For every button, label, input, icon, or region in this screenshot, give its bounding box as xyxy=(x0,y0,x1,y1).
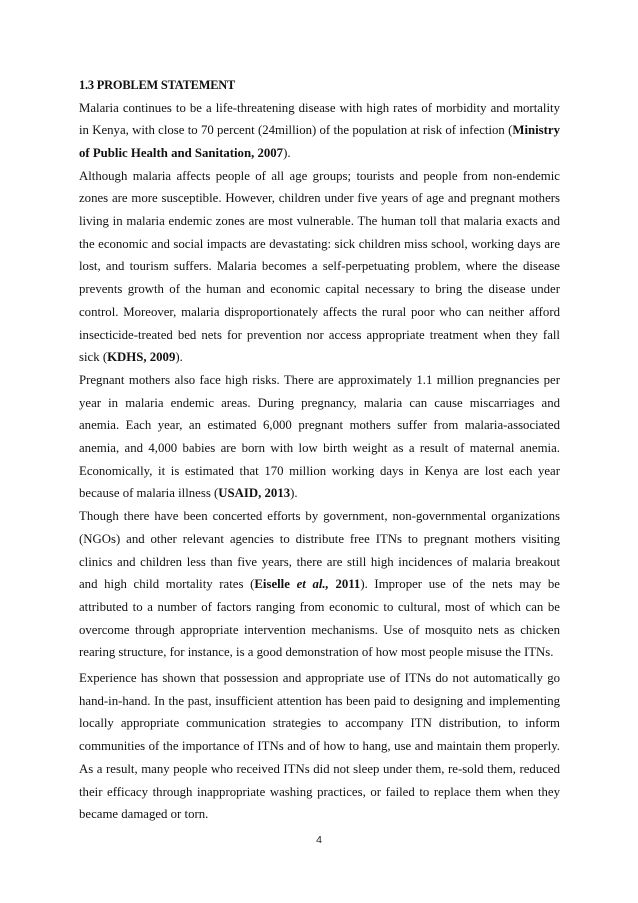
paragraph-2-end: ). xyxy=(175,350,183,365)
document-body xyxy=(79,74,560,826)
citation-ministry: Ministry of Public Health and Sanitation, 2007 xyxy=(79,123,560,160)
paragraph-1-text: Malaria continues to be a life-threatening disease with high rates of morbidity and mortality in Kenya, with close to 70 percent (24million) of the population at risk of infection ( xyxy=(79,100,560,138)
citation-eiselle-etal: et al., xyxy=(296,577,329,592)
section-heading: 1.3 PROBLEM STATEMENT xyxy=(79,78,236,92)
paragraph-3-text: Pregnant mothers also face high risks. There are approximately 1.1 million pregnancies per year in malaria endemic areas. During pregnancy, malaria can cause miscarriages and anemia. Each year, an estimated 6,000 pregnant mothers suffer from malaria-associated anemia, and 4,000 babies are born with low birth weight as a result of maternal anemia. Economically, it is estimated that 170 million working days in Kenya are lost each year because of malaria illness ( xyxy=(79,372,560,501)
paragraph-2-text: Although malaria affects people of all age groups; tourists and people from non-endemic zones are more susceptible. However, children under five years of age and pregnant mothers living in malaria endemic zones are most vulnerable. The human toll that malaria exacts and the economic and social impacts are devastating: sick children miss school, working days are lost, and tourism suffers. Malaria becomes a self-perpetuating problem, where the disease prevents growth of the human and economic capital necessary to bring the disease under control. Moreover, malaria disproportionately affects the rural poor who can neither afford insecticide-treated bed nets for prevention nor access appropriate treatment when they fall sick ( xyxy=(79,168,560,365)
paragraph-5: Experience has shown that possession and appropriate use of ITNs do not automatically go hand-in-hand. In the past, insufficient attention has been paid to designing and implementing locally appropriate communication strategies to accompany ITN distribution, to inform communities of the importance of ITNs and of how to hang, use and maintain them properly. As a result, many people who received ITNs did not sleep under them, re-sold them, reduced their efficacy through inappropriate washing practices, or failed to replace them when they became damaged or torn. xyxy=(79,671,560,822)
citation-kdhs: KDHS, 2009 xyxy=(107,350,176,365)
paragraph-2 xyxy=(79,165,560,369)
paragraph-4-text: Though there have been concerted efforts by government, non-governmental organizations (NGOs) and other relevant agencies to distribute free ITNs to pregnant mothers visiting clinics and children less than five years, there are still high incidences of malaria breakout and high child mortality rates ( xyxy=(79,509,560,592)
paragraph-3 xyxy=(79,369,560,505)
paragraph-1-end: ). xyxy=(283,145,291,160)
citation-usaid: USAID, 2013 xyxy=(218,486,291,501)
paragraph-4 xyxy=(79,505,560,664)
page-number: 4 xyxy=(316,834,322,846)
paragraph-4-end: ). Improper use of the nets may be attributed to a number of factors ranging from economic to cultural, most of which can be overcome through appropriate intervention mechanisms. Use of mosquito nets as chicken rearing structure, for instance, is a good demonstration of how most people misuse the ITNs. xyxy=(79,577,560,660)
paragraph-3-end: ). xyxy=(290,486,298,501)
paragraph-1 xyxy=(79,97,560,165)
citation-eiselle-author: Eiselle xyxy=(254,577,297,592)
citation-eiselle-year: 2011 xyxy=(328,577,361,592)
